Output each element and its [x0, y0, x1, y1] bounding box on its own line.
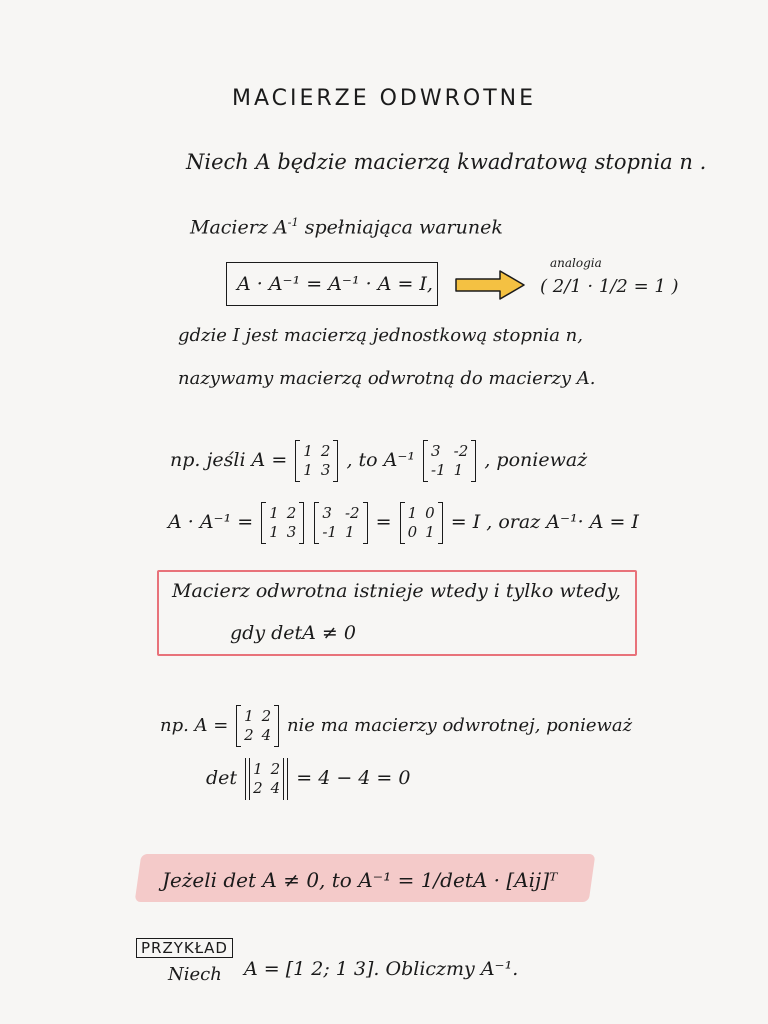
example-2 [160, 705, 632, 747]
definition-line-2 [190, 215, 503, 238]
definition-line-4: nazywamy macierzą odwrotną do macierzy A. [178, 368, 596, 389]
definition-line-3: gdzie I jest macierzą jednostkową stopnia n, [178, 325, 583, 346]
boxed-formula-text: A · A⁻¹ = A⁻¹ · A = I, [237, 273, 433, 295]
line2-post: spełniająca warunek [298, 216, 503, 239]
example-1-suffix: , ponieważ [484, 449, 588, 471]
det-prefix: det [206, 767, 238, 789]
example-1-prefix: np. jeśli A = [170, 449, 288, 471]
matrix-a: 1 2 1 3 [295, 440, 338, 482]
example-label: PRZYKŁAD [136, 938, 233, 958]
matrix-a-inverse: 3 -2 -1 1 [423, 440, 476, 482]
identity-matrix: 1 0 0 1 [400, 502, 443, 544]
example-1-mid: , to A⁻¹ [346, 449, 415, 471]
arrow-right-icon [454, 268, 526, 302]
matrix-singular: 1 2 2 4 [236, 705, 279, 747]
check-prefix: A · A⁻¹ = [168, 511, 254, 533]
condition-line-1: Macierz odwrotna istnieje wtedy i tylko wtedy, [172, 580, 621, 602]
check-suffix: = I , oraz A⁻¹· A = I [450, 511, 639, 533]
inverse-formula: Jeżeli det A ≠ 0, to A⁻¹ = 1/detA · [Aij]ᵀ [162, 868, 558, 892]
condition-line-2: gdy detA ≠ 0 [230, 622, 356, 644]
line2-sup: -1 [287, 215, 299, 229]
page-title: MACIERZE ODWROTNE [231, 86, 537, 111]
final-example-line: A = [1 2; 1 3]. Obliczmy A⁻¹. [244, 958, 519, 980]
example-1-check [168, 502, 639, 544]
boxed-formula [226, 262, 438, 306]
analogy-label: analogia [550, 256, 602, 270]
definition-line-1: Niech A będzie macierzą kwadratową stopnia n . [186, 150, 707, 174]
matrix-m2: 3 -2 -1 1 [314, 502, 367, 544]
matrix-m1: 1 2 1 3 [261, 502, 304, 544]
example-1 [170, 440, 587, 482]
example-2-determinant [206, 758, 410, 800]
det-suffix: = 4 − 4 = 0 [296, 767, 411, 789]
line2-pre: Macierz A [190, 216, 288, 239]
niech-label: Niech [168, 964, 222, 985]
determinant-matrix: 1 2 2 4 [245, 758, 288, 800]
check-eq: = [375, 511, 392, 533]
analogy-expression: ( 2/1 · 1/2 = 1 ) [540, 276, 679, 297]
example-2-prefix: np. A = [160, 715, 229, 736]
example-2-suffix: nie ma macierzy odwrotnej, ponieważ [286, 715, 633, 736]
